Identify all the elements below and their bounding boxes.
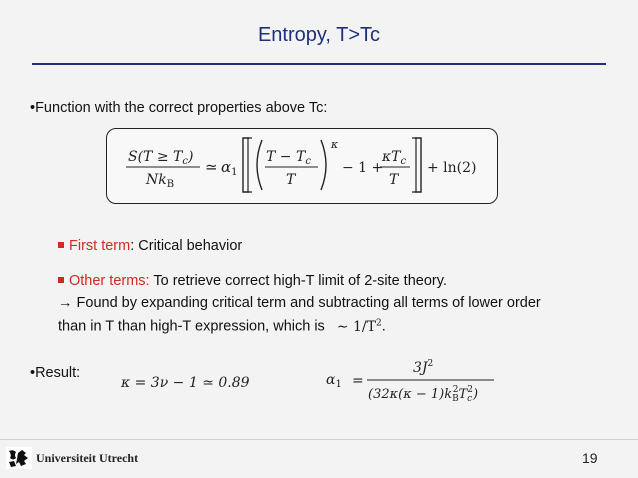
main-formula [106,128,498,204]
intro-text: Function with the correct properties above Tc: [35,100,328,116]
lhs-denominator: $Nk_B$ [146,172,175,190]
other-terms-line2: → Found by expanding critical term and subtracting all terms of lower order [58,295,541,311]
alpha-equals: = [352,373,364,389]
minus-one-plus: − 1 + [342,160,384,176]
university-logo-icon [6,447,32,469]
footer-divider [0,439,638,440]
square-bullet-icon [58,277,64,283]
alpha-numerator: $3J^2$ [413,359,434,376]
slide-title: Entropy, T>Tc [257,24,381,46]
first-term-label: First term [69,238,131,254]
kappa-equation: κ = 3ν − 1 ≃ 0.89 [121,375,250,391]
title-underline [32,63,606,65]
first-term-rest: : Critical behavior [130,238,243,254]
inverse-square-math: ∼ $1/T^2$ [336,318,382,335]
other-terms-rest: To retrieve correct high-T limit of 2-site theory. [149,273,447,289]
left-paren [257,140,262,190]
result-bullet: • [30,365,36,381]
square-bullet-icon [58,242,64,248]
other-terms-line [58,272,447,290]
right-square-bracket-inner [412,138,416,192]
intro-bullet: • [30,100,36,116]
approx-sign: ≃ [205,158,218,176]
alpha-denominator: $(32\kappa(\kappa - 1)k_B2T_c2)$ [368,385,479,404]
page-number: 19 [582,450,598,466]
kappa-exponent: κ [331,138,339,151]
frac2-numerator: $\kappa T_c$ [382,149,407,167]
university-name: Universiteit Utrecht [36,451,139,465]
frac2-denominator: T [389,172,399,188]
plus-ln2: + ln(2) [427,160,477,176]
other-terms-period: . [381,318,386,335]
result-label: Result: [35,365,81,381]
left-square-bracket-inner [248,138,252,192]
frac1-numerator: $T - T_c$ [266,149,311,167]
first-term-line [58,237,242,255]
intro-bullet-line [30,99,327,117]
result-bullet-line [30,364,80,382]
frac1-denominator: T [286,172,296,188]
other-terms-label: Other terms: [69,273,150,289]
alpha-lhs: $\alpha_1$ [326,372,342,390]
alpha-one: $\alpha_1$ [221,158,238,178]
other-terms-line3 [58,314,386,336]
alpha-equation [322,350,502,410]
right-paren [321,140,326,190]
other-terms-line3-text: than in T than high-T expression, which is [58,318,325,335]
lhs-numerator: $S(T \ge T_c)$ [128,149,194,167]
